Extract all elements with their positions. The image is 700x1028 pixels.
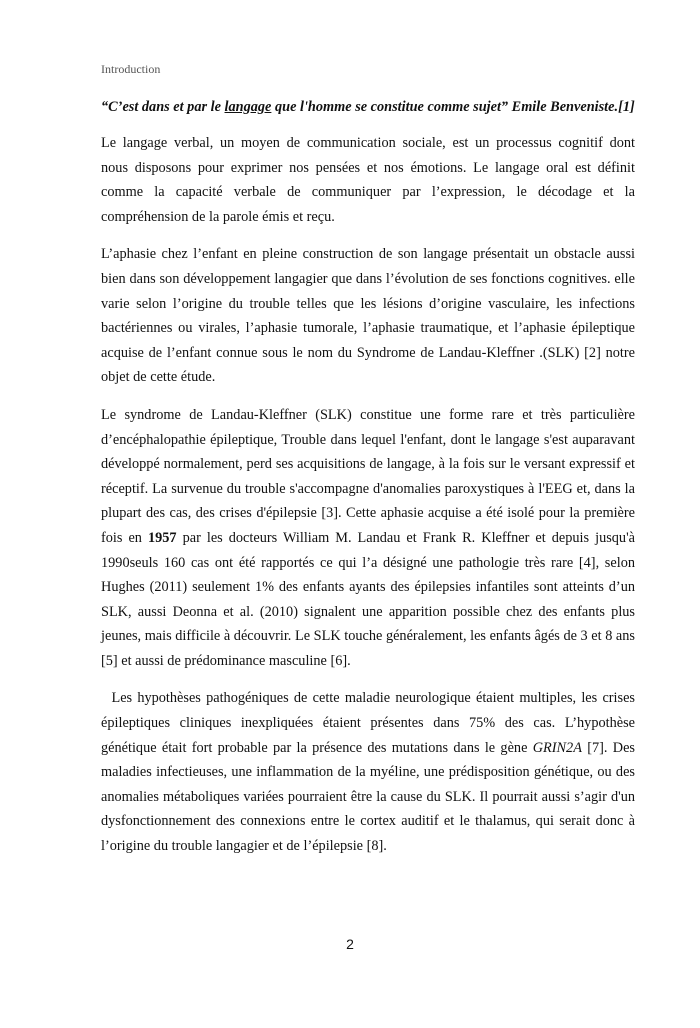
text-line: Hughes (2011) seulement 1% des enfants ayants des épilepsies infantiles sont atteints d’un xyxy=(101,579,635,596)
text-line: acquise de l’enfant connue sous le nom du Syndrome de Landau-Kleffner .(SLK) [2] notre xyxy=(101,344,635,361)
text-line: Le syndrome de Landau-Kleffner (SLK) constitue une forme rare et très particulière xyxy=(101,406,635,423)
paragraph-4 xyxy=(101,686,635,858)
quote-text-before: “C’est dans et par le xyxy=(101,99,225,115)
text-line: d’encéphalopathie épileptique, Trouble dans lequel l'enfant, dont le langage s'est auparavant xyxy=(101,431,635,448)
running-header: Introduction xyxy=(101,62,161,76)
text-line xyxy=(101,736,635,761)
epigraph-quote xyxy=(101,99,641,116)
page-number: 2 xyxy=(346,936,354,952)
text-line: épileptiques cliniques inexpliquées étaient présentes dans 75% des cas. L’hypothèse xyxy=(101,715,635,732)
text-line: dysfonctionnement des connexions entre le cortex auditif et le thalamus, qui serait donc à xyxy=(101,813,635,830)
text-line: [5] et aussi de prédominance masculine [6]. xyxy=(101,652,351,669)
text-run: fois en xyxy=(101,529,148,546)
text-line: SLK, aussi Deonna et al. (2010) signalent une apparition possible chez des enfants plus xyxy=(101,603,635,620)
text-line: comme la capacité verbale de communiquer par l’expression, le décodage et la xyxy=(101,184,635,201)
text-line: développé normalement, perd ses acquisitions de langage, à la fois sur le versant expressif et xyxy=(101,456,635,473)
text-line: réceptif. La survenue du trouble s'accompagne d'anomalies paroxystiques à l'EEG et, dans la xyxy=(101,480,635,497)
text-line: objet de cette étude. xyxy=(101,369,216,386)
text-line: Les hypothèses pathogéniques de cette maladie neurologique étaient multiples, les crises xyxy=(101,690,635,707)
text-run: par les docteurs William M. Landau et Frank R. Kleffner et depuis jusqu'à xyxy=(176,529,636,546)
paragraph-2 xyxy=(101,242,635,390)
text-run: génétique était fort probable par la présence des mutations dans le gène xyxy=(101,739,533,756)
text-line: anomalies métaboliques variées pourraient être la cause du SLK. Il pourrait aussi s’agir d'un xyxy=(101,788,635,805)
paragraph-3 xyxy=(101,403,635,674)
text-line: varie selon l’origine du trouble telles que les lésions d’origine vasculaire, les infections xyxy=(101,295,635,312)
text-line: maladies infectieuses, une inflammation de la myéline, une prédisposition génétique, ou des xyxy=(101,764,635,781)
gene-name: GRIN2A xyxy=(532,739,582,756)
year-bold: 1957 xyxy=(147,529,177,546)
text-line: compréhension de la parole émis et reçu. xyxy=(101,208,335,225)
body-text xyxy=(101,131,635,872)
text-line: plupart des cas, des crises d'épilepsie [3]. Cette aphasie acquise a été isolé pour la première xyxy=(101,505,635,522)
text-line: L’aphasie chez l’enfant en pleine construction de son langage présentait un obstacle aussi xyxy=(101,246,635,263)
paragraph-1 xyxy=(101,131,635,229)
text-line: 1990seuls 160 cas ont été rapportés ce qui l’a désigné une pathologie très rare [4], selon xyxy=(101,554,635,571)
text-run: [7]. Des xyxy=(581,739,635,756)
text-line: l’origine du trouble langagier et de l’épilepsie [8]. xyxy=(101,838,387,855)
text-line: nous disposons pour exprimer nos pensées et nos émotions. Le langage oral est définit xyxy=(101,159,635,176)
quote-text-after: que l'homme se constitue comme sujet” Emile Benveniste.[1] xyxy=(271,99,635,115)
text-line: jeunes, mais difficile à découvrir. Le SLK touche généralement, les enfants âgés de 3 et 8 ans xyxy=(101,628,635,645)
quote-underlined-word: langage xyxy=(224,99,272,115)
text-line: bactériennes ou virales, l’aphasie tumorale, l’aphasie traumatique, et l’aphasie épileptique xyxy=(101,320,635,337)
text-line: Le langage verbal, un moyen de communication sociale, est un processus cognitif dont xyxy=(101,135,635,151)
text-line: bien dans son développement langagier que dans l’évolution de ses fonctions cognitives. elle xyxy=(101,270,635,287)
text-line xyxy=(101,526,635,551)
